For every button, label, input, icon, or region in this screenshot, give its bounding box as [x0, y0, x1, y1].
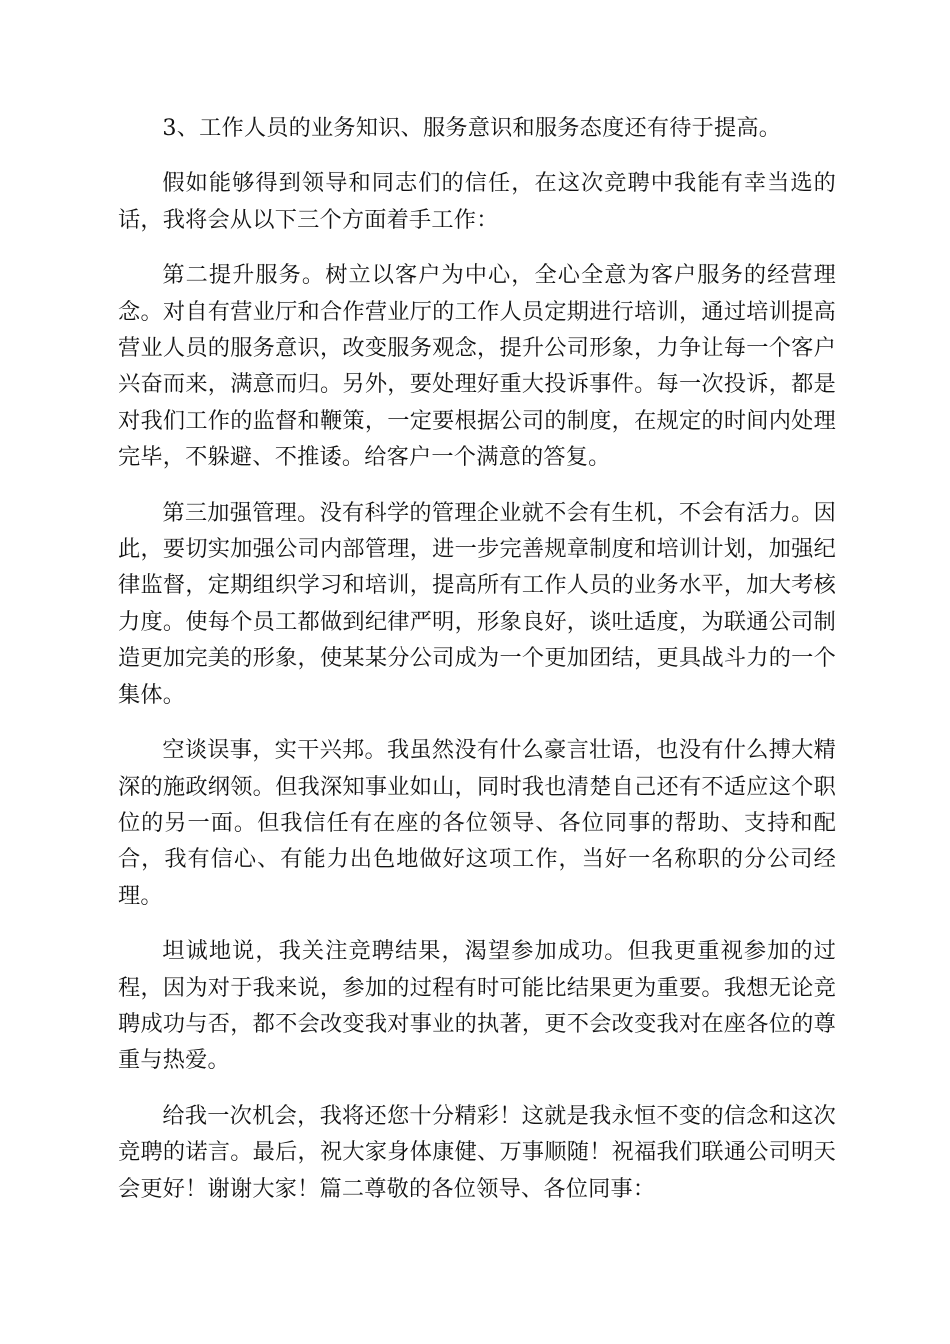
paragraph-3: 第二提升服务。树立以客户为中心，全心全意为客户服务的经营理念。对自有营业厅和合作营业厅的工作人员定期进行培训，通过培训提高营业人员的服务意识，改变服务观念，提升公司形象，力争让每一个客户兴奋而来，满意而归。另外，要处理好重大投诉事件。每一次投诉，都是对我们工作的监督和鞭策，一定要根据公司的制度，在规定的时间内处理完毕，不躲避、不推诿。给客户一个满意的答复。	[118, 262, 836, 471]
paragraph-2: 假如能够得到领导和同志们的信任，在这次竞聘中我能有幸当选的话，我将会从以下三个方面着手工作：	[118, 170, 836, 233]
paragraph-1: 3、工作人员的业务知识、服务意识和服务态度还有待于提高。	[162, 115, 782, 141]
paragraph-6: 坦诚地说，我关注竞聘结果，渴望参加成功。但我更重视参加的过程，因为对于我来说，参加的过程有时可能比结果更为重要。我想无论竞聘成功与否，都不会改变我对事业的执著，更不会改变我对在座各位的尊重与热爱。	[118, 938, 836, 1074]
paragraph-5: 空谈误事，实干兴邦。我虽然没有什么豪言壮语，也没有什么搏大精深的施政纲领。但我深知事业如山，同时我也清楚自己还有不适应这个职位的另一面。但我信任有在座的各位领导、各位同事的帮助、支持和配合，我有信心、有能力出色地做好这项工作，当好一名称职的分公司经理。	[118, 737, 836, 909]
document-body	[118, 110, 836, 1226]
paragraph-4: 第三加强管理。没有科学的管理企业就不会有生机，不会有活力。因此，要切实加强公司内部管理，进一步完善规章制度和培训计划，加强纪律监督，定期组织学习和培训，提高所有工作人员的业务水平，加大考核力度。使每个员工都做到纪律严明，形象良好，谈吐适度，为联通公司制造更加完美的形象，使某某分公司成为一个更加团结，更具战斗力的一个集体。	[118, 499, 836, 708]
paragraph-7: 给我一次机会，我将还您十分精彩！这就是我永恒不变的信念和这次竞聘的诺言。最后，祝大家身体康健、万事顺随！祝福我们联通公司明天会更好！谢谢大家！篇二尊敬的各位领导、各位同事：	[118, 1102, 836, 1202]
